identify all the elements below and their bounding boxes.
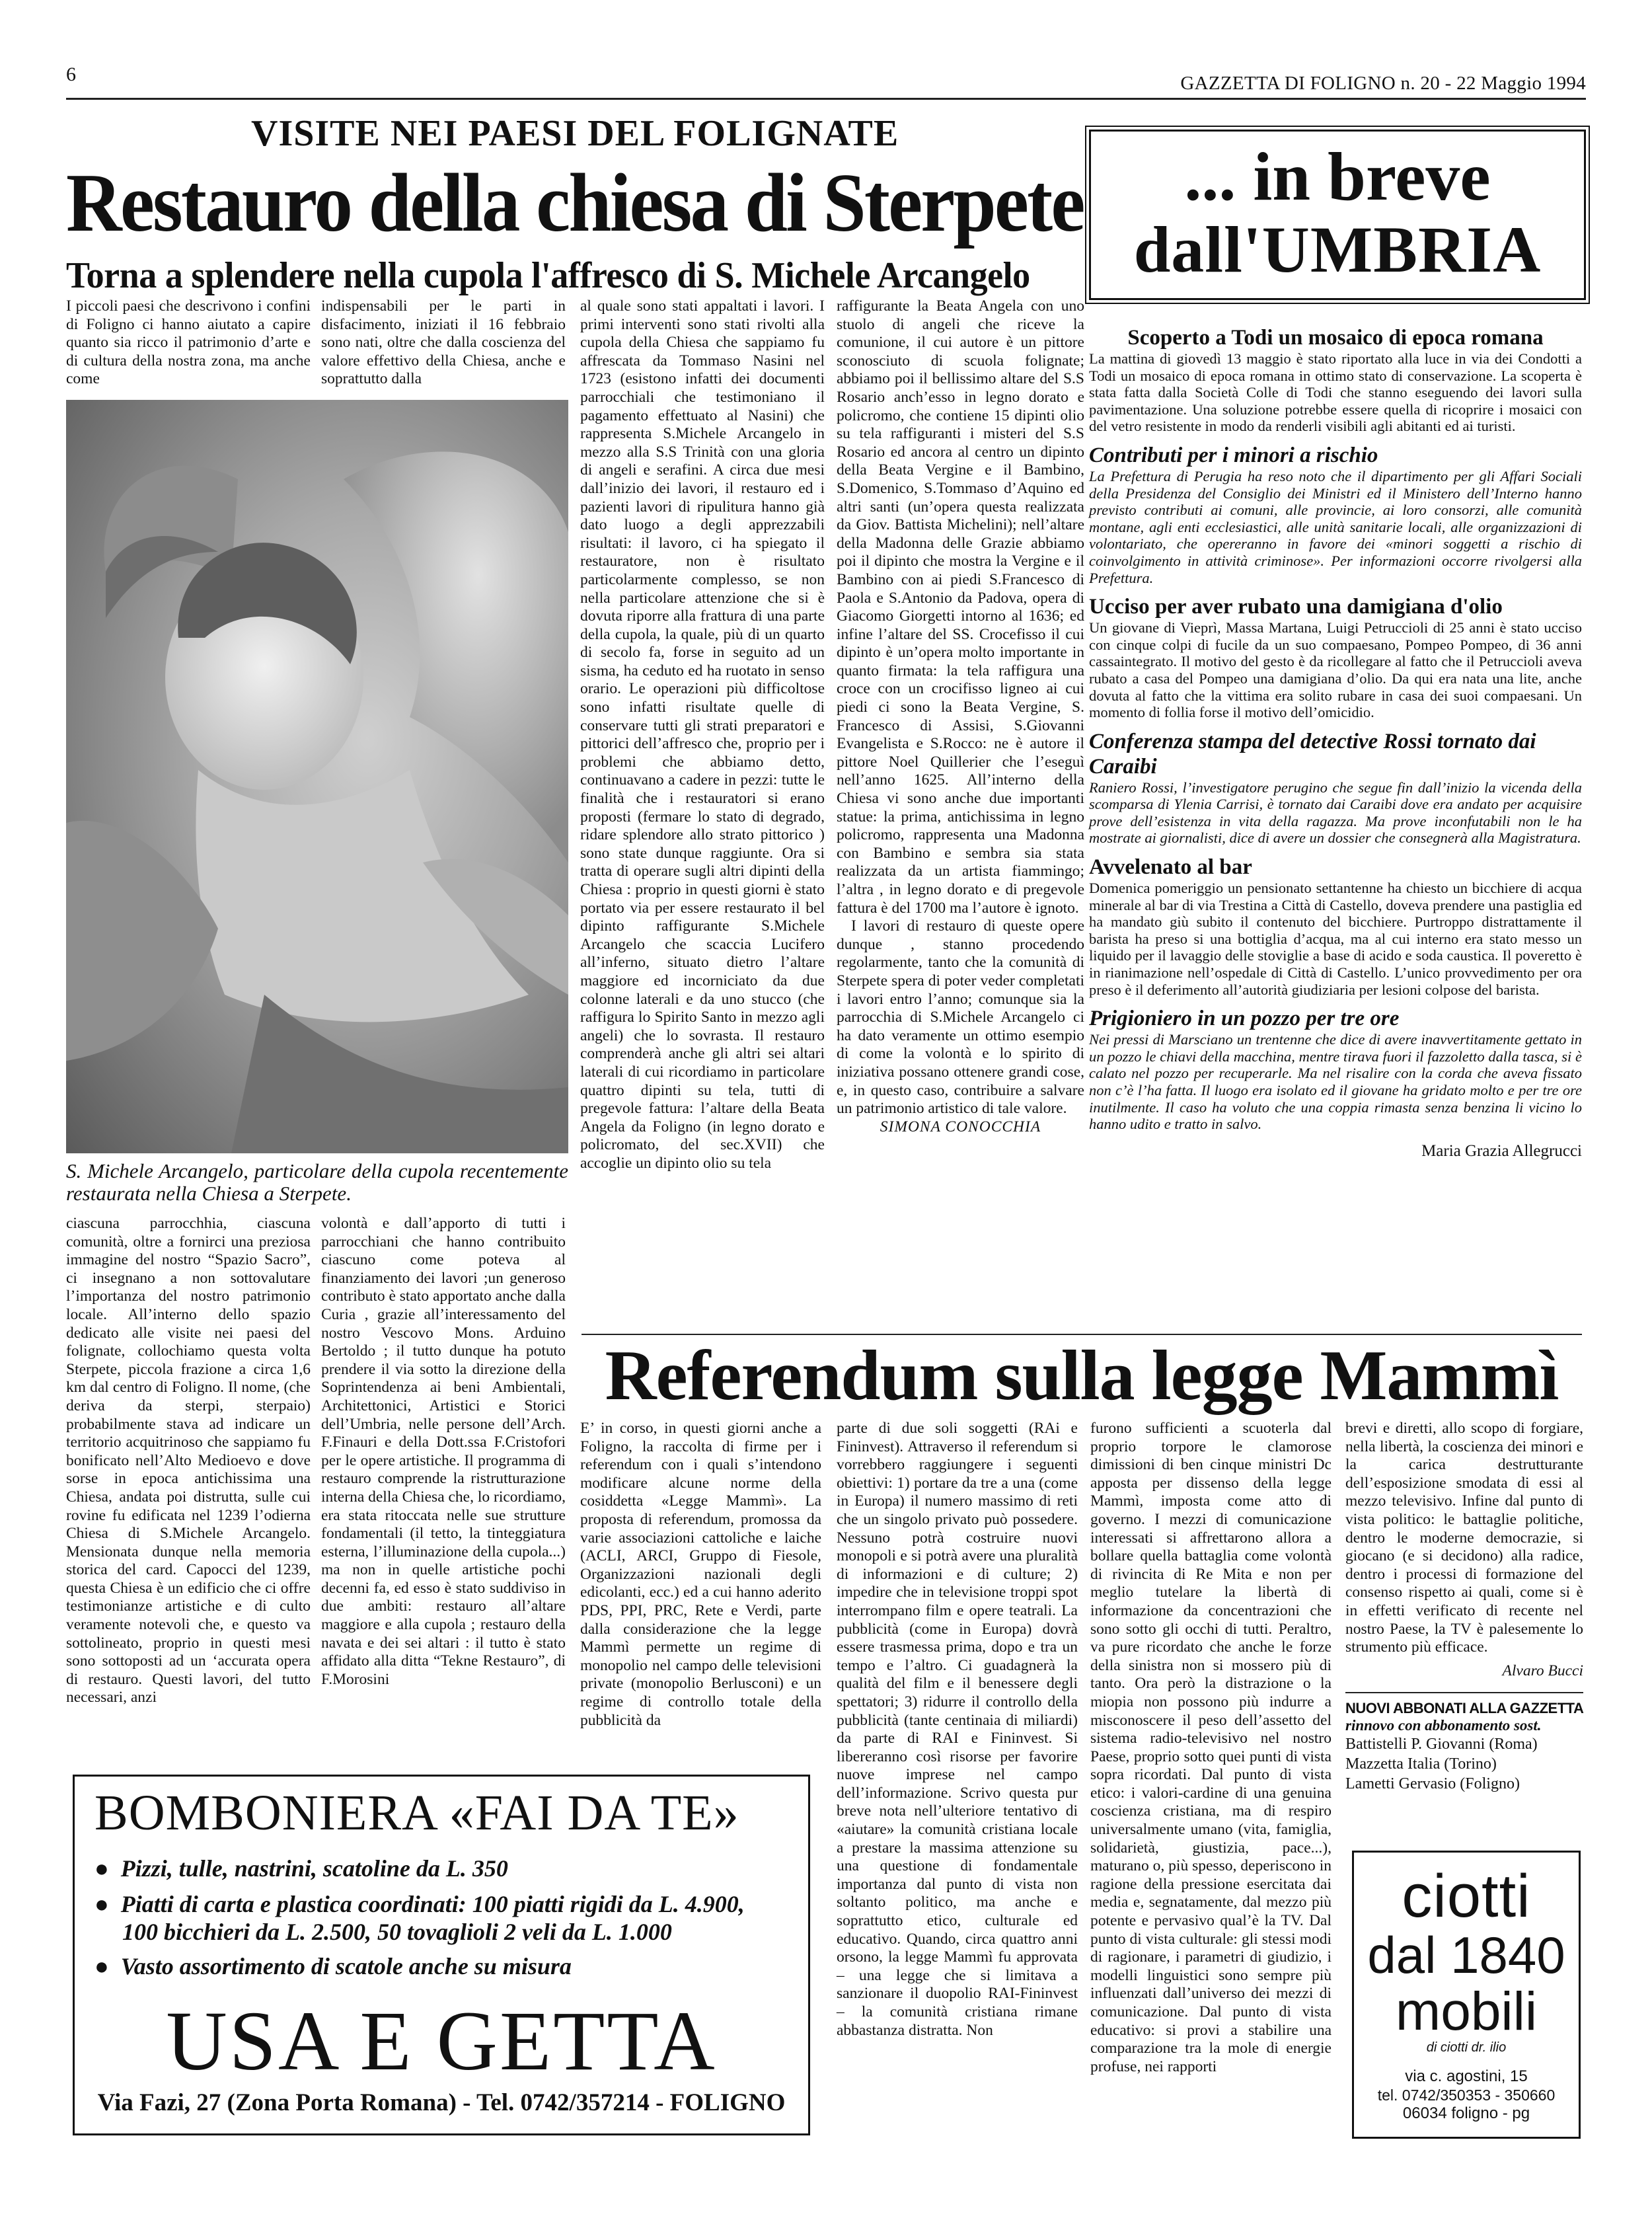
article-col1-bottom: ciascuna parrocchhia, ciascuna comunità, oltre a fornirci una preziosa immagine del nostro “Spazio Sacro”, ci insegnano a non sottovalutare l’importanza del nostro patrimonio locale. All’interno dello spazio dedicato alle visite nei paesi del folignate, collochiamo questa volta Sterpete, piccola frazione a circa 1,6 km dal centro di Foligno. Il nome, (che deriva da sterpi, sterpaio) probabilmente stava ad indicare un territorio acquitrinoso che sappiamo fu bonificato nell’Alto Medioevo e dove sorse in epoca antichissima una Chiesa, andata poi distrutta, sulle cui rovine fu edificata nel 1239 l’odierna Chiesa di S.Michele Arcangelo. Mensionata dunque nella memoria storica del card. Capocci del 1239, questa Chiesa è un edificio che ci offre testimonianze artistiche e di culto veramente notevoli che, e questo va sottolineato, proprio in questi mesi sono sottoposti ad un ‘accurata opera di restauro. Questi lavori, del tutto necessari, anzi (66, 1215, 311, 1706)
ciotti-city: 06034 foligno - pg (1402, 2104, 1530, 2122)
article-author: SIMONA CONOCCHIA (880, 1118, 1041, 1135)
article-col3: al quale sono stati appaltati i lavori. I primi interventi sono stati rivolti alla cupola della Chiesa che sappiamo fu affrescata da Tommaso Nasini nel 1723 (esistono infatti dei documenti parrocchiali che testimoniano il pagamento effettuato al Nasini) che rappresenta S.Michele Arcangelo in mezzo alla S.S Trinità con una gloria di angeli e serafini. A circa due mesi dall’inizio dei lavori, il restauro ed i pazienti lavori di ripulitura hanno già dato luogo a degli apprezzabili risultati: il lavoro, ci ha spiegato il restauratore, non è risultato particolarmente complesso, se non nella particolare attenzione che si è dovuta riporre alla frattura di una parte della cupola, la quale, più di un quarto di secolo fa, forse in seguito ad un sisma, ha ceduto ed ha ruotato in senso orario. Le operazioni più difficoltose sono infatti risultate quelle di conservare tutti gli strati preparatori e pittorici dell’affresco che, proprio per i problemi che abbiamo detto, continuavano a cadere in pezzi: tutte le finalità che i restauratori si erano proposti (fermare lo stato di degrado, ridare splendore allo strato pittorico ) sono state dunque raggiunte. Ora si tratta di operare sugli altri dipinti della Chiesa : proprio in questi giorni è stato portato via per essere restaurato il bel dipinto raffigurante S.Michele Arcangelo che scaccia Lucifero all’inferno, situato dietro l’altare maggiore ed incorniciato da due colonne laterali e da uno stucco (che raffigura lo Spirito Santo in mezzo agli angeli) che lo sovrasta. Il restauro comprenderà anche gli altri sei altari laterali di cui ricordiamo in particolare quattro dipinti su tela, tutti di pregevole fattura: l’altare della Beata Angela da Foligno (in legno dorato e policromato, del sec.XVII) che accoglie un dipinto olio su tela (580, 297, 825, 1172)
brief-body: La mattina di giovedì 13 maggio è stato riportato alla luce in via dei Condotti a Todi un mosaico di epoca romana in ottimo stato di conservazione. La scoperta è stata fatta dalla Società Colle di Todi che stanno eseguendo dei lavori sulla pavimentazione. Una soluzione potrebbe essere quella di ricoprire i mosaici con del vetro resistente in modo da renderli visibili agli abitanti ed ai turisti. (1089, 350, 1582, 435)
article-kicker: VISITE NEI PAESI DEL FOLIGNATE (251, 113, 899, 154)
referendum-col1: E’ in corso, in questi giorni anche a Foligno, la raccolta di firme per i referendum con i quali s’intendono modificare alcune norme della cosiddetta «Legge Mammì». La proposta di referendum, promossa da varie associazioni cattoliche e laiche (ACLI, ARCI, Gruppo di Fiesole, Organizzazioni nazionali degli edicolanti, ecc.) ed a cui hanno aderito PDS, PPI, PRC, Rete e Verdi, parte dalla considerazione che la legge Mammì permette un regime di monopolio nel campo delle televisioni private (monopolio Berlusconi) e un regime di controllo totale della pubblicità da (580, 1420, 821, 1729)
subscribers-subtitle: rinnovo con abbonamento sost. (1345, 1717, 1542, 1734)
ciotti-logo-line3: mobili (1395, 1981, 1538, 2042)
brief-item-ucciso (1089, 594, 1582, 721)
referendum-author: Alvaro Bucci (1502, 1662, 1583, 1679)
brief-title: Scoperto a Todi un mosaico di epoca romana (1127, 326, 1544, 350)
bomboniera-line: ● Vasto assortimento di scatole anche su misura (94, 1952, 572, 1980)
brief-body: Domenica pomeriggio un pensionato settantenne ha chiesto un bicchiere di acqua minerale al bar di via Trestina a Città di Castello, doveva prendere una pastiglia ed ha mandato giù subito il contenuto del bicchiere. Purtroppo distrattamente il barista ha preso si una bottiglia d’acqua, ma al cui interno era stato messo un liquido per il lavaggio delle stoviglie a base di acido e soda caustica. Il poveretto è in rianimazione nell’ospedale di Città di Castello. L’unico provvedimento per ora preso è il deferimento all’autorità giudiziaria per lesioni colpose del barista. (1089, 880, 1582, 998)
referendum-top-rule (582, 1334, 1582, 1335)
sidebar-title-line2: dall'UMBRIA (1133, 213, 1542, 286)
archangel-illustration (66, 400, 568, 1153)
ciotti-tagline: di ciotti dr. ilio (1426, 2040, 1507, 2055)
article-headline: Restauro della chiesa di Sterpete (66, 157, 1084, 249)
brief-item-minori (1089, 443, 1582, 586)
brief-item-avvelenato (1089, 855, 1582, 998)
article-col4: raffigurante la Beata Angela con uno stuolo di angeli che riceve la comunione, il cui autore è un pittore sconosciuto di scuola folignate; abbiamo poi il bellissimo altare del S.S Rosario anch’esso in legno dorato e policromo, che contiene 15 dipinti olio su tela raffiguranti i misteri del S.S Rosario ed ancora al centro un dipinto della Beata Vergine e il Bambino, S.Domenico, S.Tommaso d’Aquino ed altri santi (un’opera questa realizzata da Giov. Battista Michelini); nell’altare della Madonna delle Grazie abbiamo poi il dipinto che mostra la Vergine e il Bambino con ai piedi S.Francesco di Paola e S.Antonio da Padova, opera di Giacomo Giorgetti intorno al 1636; ed infine l’altare del SS. Crocefisso il cui dipinto è un’opera molto importante in quanto firmata: la tela raffigura una croce con un crocifisso ligneo ai cui piedi ci sono la Beata Vergine, S. Francesco di Assisi, S.Giovanni Evangelista e S.Rocco: ne è autore il pittore Noel Quillerier che l’eseguì nell’anno 1625. All’interno della Chiesa vi sono anche due importanti statue: la prima, antichissima in legno policromo, rappresenta una Madonna con Bambino e sembra sia stata realizzata da un artista fiammingo; l’altra , in legno dorato e di pregevole fattura è del 1700 ma l’autore è ignoto. I lavori di restauro di queste opere dunque , stanno procedendo regolarmente, tanto che la comunità di Sterpete spera di poter veder completati i lavori entro l’anno; comunque sia la parrocchia di S.Michele Arcangelo ci ha dato veramente un ottimo esempio di come la volontà e lo spirito di iniziativa possano ottenere grandi cose, e, in questo caso, contribuire a salvare un patrimonio artistico di tale valore. SIMONA CONOCCHIA (837, 297, 1084, 1135)
fresco-photo (66, 400, 568, 1153)
ciotti-address: via c. agostini, 15 (1405, 2067, 1528, 2085)
article-col2-bottom: volontà e dall’apporto di tutti i parrocchiani che hanno contribuito ciascuno come poteva al finanziamento dei lavori ;un generoso contributo è stato apportato anche dalla Curia , grazie all’interessamento del nostro Vescovo Mons. Arduino Bertoldo ; il tutto dunque ha potuto prendere il via sotto la direzione della Soprintendenza ai beni Ambientali, Architettonici, Artistici e Storici dell’Umbria, nelle persone dell’Arch. F.Finauri e della Dott.ssa F.Cristofori per le opere artistiche. Il programma di restauro comprende la ristrutturazione interna della Chiesa che, lo ricordiamo, era stata ritoccata nelle sue strutture fondamentali (il tetto, la tinteggiatura esterna, l’illuminazione della cupola...) ma non in quelle artistiche pochi decenni fa, ed esso è stato suddiviso in due ambiti: restauro all’altare maggiore e alla cupola ; restauro della navata e dei sei altari : il tutto è stato affidato alla ditta “Tekne Restauro”, di F.Morosini (321, 1215, 566, 1688)
bomboniera-line: ● Pizzi, tulle, nastrini, scatoline da L. 350 (94, 1855, 508, 1882)
referendum-col3: furono sufficienti a scuoterla dal proprio torpore le clamorose dimissioni di ben cinque ministri Dc apposta per dissenso della legge Mammì, imposta come atto di governo. I mezzi di comunicazione interessati si affrettarono allora a bollare quella battaglia come volontà di rivincita di Re Mita e non per meglio tutelare la libertà di informazione da concentrazioni che sono sotto gli occhi di tutti. Peraltro, va pure ricordato che anche le forze della sinistra non si mossero più di tanto. Ora però la distrazione o la miopia non possono più indurre a misconoscere il peso dell’assetto del sistema radio-televisivo nel nostro Paese, proprio sotto quei punti di vista sopra ricordati. Dal punto di vista etico: i valori-cardine di una genuina coscienza cristiana, ma di respiro universalmente umano (vita, famiglia, solidarietà, giustizia, pace...), maturano o, più spesso, deperiscono in ragione della pressione esercitata dai media e, segnatamente, dal mezzo più potente e pervasivo qual’è la TV. Dal punto di vista culturale: gli stessi modi di ragionare, i parametri di giudizio, i modelli linguistici sono sempre più influenzati dall’universo dei mezzi di comunicazione. Dal punto di vista educativo: si provi a stabilire una comparazione tra la mole di energie profuse, nei rapporti (1090, 1420, 1332, 2075)
brief-body: Raniero Rossi, l’investigatore perugino che segue fin dall’inizio la vicenda della scomparsa di Ylenia Carrisi, è tornato dai Caraibi dove era andato per acquisire prove dell’esistenza in vita della ragazza. Ma prove inconfutabili non le ha mostrate ai giornalisti, dice di avere un dossier che consegnerà alla Magistratura. (1089, 779, 1582, 847)
bomboniera-address: Via Fazi, 27 (Zona Porta Romana) - Tel. 0742/357214 - FOLIGNO (97, 2089, 786, 2116)
bomboniera-brand: USA E GETTA (166, 1994, 717, 2088)
page-number: 6 (66, 63, 76, 85)
brief-item-todi (1089, 325, 1582, 435)
ciotti-logo-line1: ciotti (1402, 1862, 1531, 1930)
brief-body: Un giovane di Vieprì, Massa Martana, Luigi Petruccioli di 25 anni è stato ucciso con cinque colpi di fucile da un suo compaesano, Pompeo Pompeo, di 36 anni cassaintegrato. Il motivo del gesto è da ricollegare al fatto che il Petruccioli aveva rubato a casa del Pompeo una damigiana d’olio. Da qui era nata una lite, anche dovuta al fatto che la vittima era solito rubare in casa dei suoi compaesani. Un momento di follia forse il motivo dell’omicidio. (1089, 619, 1582, 721)
sidebar-briefs (1089, 325, 1582, 1161)
brief-title: Conferenza stampa del detective Rossi tornato dai Caraibi (1089, 729, 1536, 779)
photo-caption: S. Michele Arcangelo, particolare della cupola recentemente restaurata nella Chiesa a Sterpete. (66, 1159, 568, 1205)
subscriber-name: Lametti Gervasio (Foligno) (1345, 1775, 1520, 1792)
bomboniera-line: ● Piatti di carta e plastica coordinati: 100 piatti rigidi da L. 4.900, (94, 1890, 745, 1918)
sidebar-byline: Maria Grazia Allegrucci (1421, 1141, 1582, 1160)
bomboniera-title: BOMBONIERA «FAI DA TE» (94, 1785, 739, 1841)
article-col2-top: indispensabili per le parti in disfacimento, iniziati il 16 febbraio sono nati, oltre che dalla coscienza del valore effettivo della Chiesa, anche e soprattutto dalla (321, 297, 566, 388)
article-subhead: Torna a splendere nella cupola l'affresco di S. Michele Arcangelo (66, 255, 1030, 296)
referendum-headline: Referendum sulla legge Mammì (605, 1336, 1559, 1415)
article-col1-top: I piccoli paesi che descrivono i confini di Foligno ci hanno aiutato a capire quanto sia ricco il patrimonio d’arte e di cultura della nostra zona, ma anche come (66, 297, 311, 388)
brief-title: Contributi per i minori a rischio (1089, 443, 1378, 467)
subscriber-name: Mazzetta Italia (Torino) (1345, 1755, 1497, 1773)
subscriber-name: Battistelli P. Giovanni (Roma) (1345, 1736, 1538, 1753)
bomboniera-ad (73, 1775, 810, 2135)
subscribers-title: NUOVI ABBONATI ALLA GAZZETTA (1345, 1700, 1584, 1716)
brief-title: Ucciso per aver rubato una damigiana d'olio (1089, 595, 1503, 619)
ciotti-phone: tel. 0742/350353 - 350660 (1377, 2087, 1556, 2104)
brief-item-detective (1089, 729, 1582, 847)
brief-body: La Prefettura di Perugia ha reso noto che il dipartimento per gli Affari Sociali della Presidenza del Consiglio dei Ministri ed il Ministero dell’Interno hanno previsto contributi ai comuni, alle provincie, ai loro consorzi, alle comunità montane, agli enti ecclesiastici, alle unità sanitarie locali, alle organizzazioni di volontariato, che opereranno in favore dei «minori soggetti a rischio di coinvolgimento in attività criminose». Per informazioni occorre rivolgersi alla Prefettura. (1089, 467, 1582, 586)
brief-item-pozzo (1089, 1006, 1582, 1133)
ciotti-ad (1352, 1851, 1581, 2139)
referendum-col4: brevi e diretti, allo scopo di forgiare, nella libertà, la coscienza dei minori e la carica destrutturante dell’esposizione smodata di essi al mezzo televisivo. Infine dal punto di vista politico: le battaglie politiche, dentro le moderne democrazie, si giocano (e si decidono) alla radice, dentro i processi di formazione del consenso rispetto ai quali, come si è in effetti verificato di recente nel nostro Paese, la TV è palesemente lo strumento più efficace. Alvaro Bucci (1345, 1420, 1583, 1679)
brief-body: Nei pressi di Marsciano un trentenne che dice di avere inavvertitamente gettato in un pozzo le chiavi della macchina, mentre tirava fuori il fazzoletto dalla tasca, si è calato nel pozzo per recuperarle. Ma nel risalire con la corda che aveva fissato non c’è l’ha fatta. Il luogo era isolato ed il giovane ha gridato molto e per tre ore inutilmente. Il caso ha voluto che una coppia rimasta senza benzina li vicino lo hanno udito e tratto in salvo. (1089, 1031, 1582, 1133)
referendum-col2: parte di due soli soggetti (RAi e Fininvest). Attraverso il referendum si vorrebbero raggiungere i seguenti obiettivi: 1) portare da tre a una (come in Europa) il numero massimo di reti che un singolo privato può possedere. Nessuno potrà costruire nuovi monopoli e si potrà avere una pluralità di informazioni e di culture; 2) impedire che in televisione troppi spot interrompano film e opere teatrali. La pubblicità (come in Europa) dovrà essere trasmessa prima, dopo e tra un tempo e l’altro. Ci guadagnerà la qualità del film e il benessere degli spettatori; 3) ridurre il controllo della pubblicità (tante centinaia di miliardi) da parte di RAI e Fininvest. Si libereranno così risorse per favorire nuove imprese nel campo dell’informazione. Scrivo questa pur breve nota nell’ulteriore tentativo di «aiutare» la comunità cristiana locale a prestare la massima attenzione su una questione di fondamentale importanza dal punto di vista non soltanto politico, ma anche e soprattutto etico, culturale ed educativo. Quando, circa quattro anni orsono, la legge Mammì fu approvata – una legge che si limitava a sanzionare il duopolio RAI-Fininvest – la comunità cristiana rimane abbastanza distratta. Non (837, 1420, 1078, 2039)
subscribers-box (1345, 1692, 1583, 1794)
paper-info: GAZZETTA DI FOLIGNO n. 20 - 22 Maggio 1994 (1180, 73, 1586, 94)
sidebar-title-line1: ... in breve (1184, 139, 1491, 215)
bomboniera-line: 100 bicchieri da L. 2.500, 50 tovaglioli 2 veli da L. 1.000 (122, 1919, 672, 1945)
subscribers-rule (1345, 1692, 1583, 1693)
masthead-rule (66, 98, 1586, 100)
brief-title: Avvelenato al bar (1089, 855, 1252, 880)
brief-title: Prigioniero in un pozzo per tre ore (1089, 1007, 1400, 1031)
sidebar-title-box (1089, 130, 1586, 300)
ciotti-logo-line2: dal 1840 (1367, 1926, 1565, 1984)
